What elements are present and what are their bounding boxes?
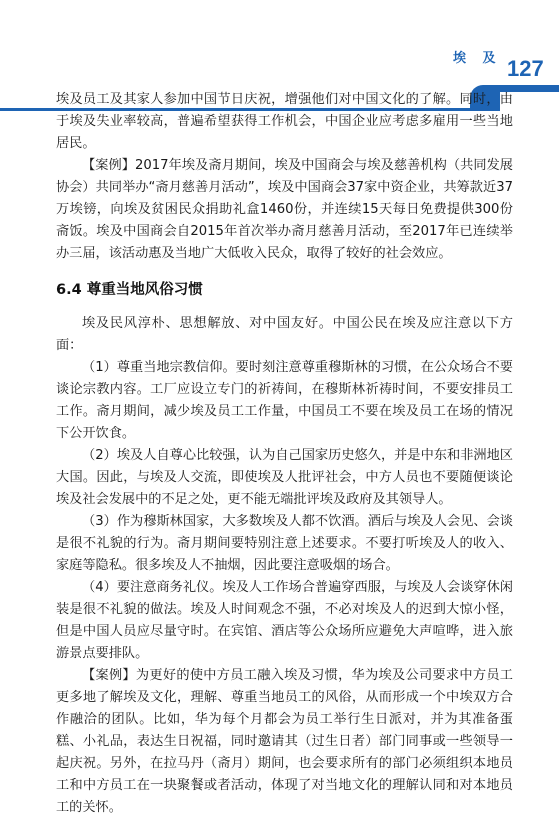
list-item: （1）尊重当地宗教信仰。要时刻注意尊重穆斯林的习惯，在公众场合不要谈论宗教内容。工厂应设立专门的祈祷间，在穆斯林祈祷时间，不要安排员工工作。斋月期间，减少埃及员工工作量，中国员工不要在埃及员工在场的情况下公开饮食。 [56, 360, 513, 441]
case-paragraph: 【案例】2017年埃及斋月期间，埃及中国商会与埃及慈善机构（共同发展协会）共同举办“斋月慈善月活动”，埃及中国商会37家中资企业，共筹款近37万埃镑，向埃及贫困民众捐助礼盒1460份，并连续15天每日免费提供300份斋饭。埃及中国商会自2015年首次举办斋月慈善月活动，至2017年已连续举办三届，该活动惠及当地广大低收入民众，取得了较好的社会效应。 [56, 158, 513, 261]
case-paragraph: 【案例】为更好的使中方员工融入埃及习惯，华为埃及公司要求中方员工更多地了解埃及文化，理解、尊重当地员工的风俗，从而形成一个中埃双方合作融洽的团队。比如，华为每个月都会为员工举行生日派对，并为其准备蛋糕、小礼品，表达生日祝福，同时邀请其（过生日者）部门同事或一些领导一起庆祝。另外，在拉马丹（斋月）期间，也会要求所有的部门必须组织本地员工和中方员工在一块聚餐或者活动，体现了对当地文化的理解认同和对本地员工的关怀。 [56, 668, 513, 815]
section-heading: 6.4 尊重当地风俗习惯 [56, 282, 203, 298]
paragraph: 埃及民风淳朴、思想解放、对中国友好。中国公民在埃及应注意以下方面： [56, 316, 513, 353]
paragraph: 埃及员工及其家人参加中国节日庆祝，增强他们对中国文化的了解。同时，由于埃及失业率较高，普遍希望获得工作机会，中国企业应考虑多雇用一些当地居民。 [56, 92, 513, 151]
list-item: （3）作为穆斯林国家，大多数埃及人都不饮酒。酒后与埃及人会见、会谈是很不礼貌的行为。斋月期间要特别注意上述要求。不要打听埃及人的收入、家庭等隐私。很多埃及人不抽烟，因此要注意吸烟的场合。 [56, 514, 513, 573]
list-item: （2）埃及人自尊心比较强，认为自己国家历史悠久，并是中东和非洲地区大国。因此，与埃及人交流，即使埃及人批评社会，中方人员也不要随便谈论埃及社会发展中的不足之处，更不能无端批评埃及政府及其领导人。 [56, 448, 513, 507]
section-label: 埃 及 [453, 51, 502, 66]
page-number: 127 [507, 56, 544, 81]
list-item: （4）要注意商务礼仪。埃及人工作场合普遍穿西服，与埃及人会谈穿休闲装是很不礼貌的做法。埃及人时间观念不强，不必对埃及人的迟到大惊小怪，但是中国人员应尽量守时。在宾馆、酒店等公众场所应避免大声喧哗，进入旅游景点要排队。 [56, 580, 513, 661]
page-body [56, 89, 513, 819]
